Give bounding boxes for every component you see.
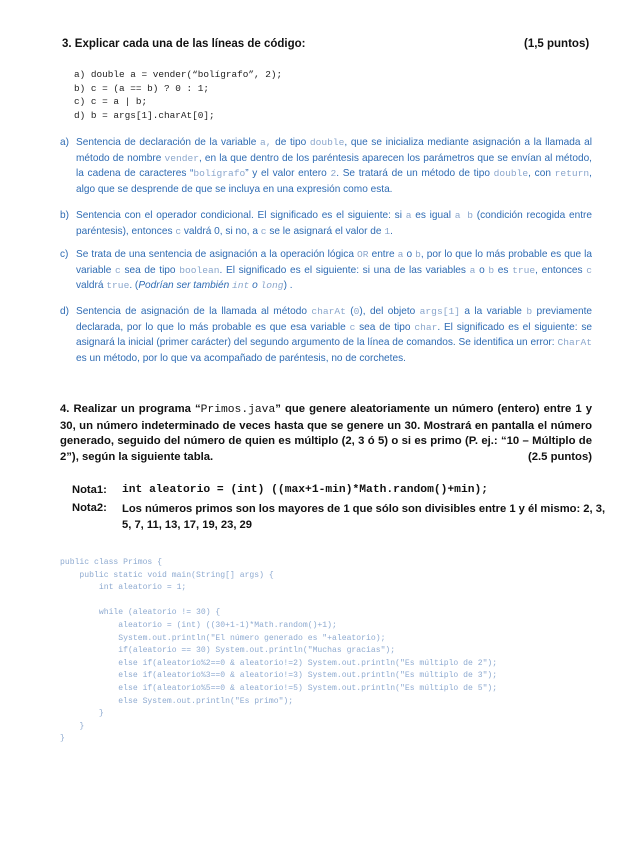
question-3-code: [74, 68, 282, 122]
question-3-points: (1,5 puntos): [524, 38, 590, 50]
answer-c: [60, 247, 592, 294]
nota1-label: Nota1:: [72, 484, 107, 496]
code-line: else System.out.println("Es primo");: [60, 696, 294, 706]
answer-d: [60, 304, 592, 366]
primos-code-block: [60, 557, 497, 746]
code-line: }: [60, 709, 104, 719]
question-4-points: (2.5 puntos): [527, 450, 592, 463]
nota1-code: int aleatorio = (int) ((max+1-min)*Math.random()+min);: [122, 484, 489, 496]
nota2-label: Nota2:: [72, 502, 107, 514]
code-line: else if(aleatorio%5==0 & aleatorio!=5) System.out.println("Es múltiplo de 5");: [60, 683, 498, 693]
question-4-text-body: ” que genere aleatoriamente un número (entero) entre 1 y 30, un número indeterminado de veces hasta que se genere un 30. Mostrará en pantalla el número generado, seguido del número de quien es múltiplo (2, 3 ó 5) o si es primo (P. ej.: “10 – Múltiplo de 2”), según la siguiente tabla.: [60, 403, 593, 463]
nota2-line-1: Los números primos son los mayores de 1 que sólo son divisibles entre 1 y él mismo: 2, 3,: [122, 503, 606, 515]
answer-d-text: Sentencia de asignación de la llamada al método charAt (0), del objeto args[1] a la variable b previamente declarada, por lo que lo más probable es que esa variable c sea de tipo char. El significado es el siguiente: se asignará la inicial (primer carácter) del segundo argumento de la línea de comandos. Se identifica un error: CharAt es un método, por lo que va acompañado de paréntesis, no de corchetes.: [76, 306, 593, 364]
question-3-title: 3. Explicar cada una de las líneas de código:: [62, 38, 306, 50]
nota2-line-2: 5, 7, 11, 13, 17, 19, 23, 29: [122, 518, 253, 531]
answer-a: [60, 135, 592, 197]
code-line: }: [60, 734, 65, 744]
code-line: while (aleatorio != 30) {: [60, 608, 221, 618]
code-line-d: d) b = args[1].charAt[0];: [74, 109, 215, 121]
answer-b: [60, 208, 592, 239]
code-line: public static void main(String[] args) {: [60, 570, 274, 580]
answer-c-label: c): [60, 249, 69, 260]
code-line: int aleatorio = 1;: [60, 583, 187, 593]
question-4-statement: [60, 402, 592, 465]
code-line: public class Primos {: [60, 558, 162, 567]
nota2-text: [122, 502, 605, 533]
question-4-filename: Primos.java: [200, 404, 276, 416]
code-line: else if(aleatorio%3==0 & aleatorio!=3) System.out.println("Es múltiplo de 3");: [60, 671, 498, 681]
answer-a-label: a): [60, 137, 69, 148]
answer-c-text: Se trata de una sentencia de asignación a la operación lógica OR entre a o b, por lo que lo más probable es que la variable c sea de tipo boolean. El significado es el siguiente: si una de las variables a o b es true, entonces c valdrá true. (Podrían ser también int o long) .: [76, 249, 592, 291]
code-line: }: [60, 721, 85, 731]
answer-d-label: d): [60, 306, 69, 317]
answer-b-label: b): [60, 210, 69, 221]
question-4-text-start: 4. Realizar un programa “: [60, 403, 201, 415]
code-line-a: a) double a = vender(“bolígrafo”, 2);: [74, 69, 283, 80]
code-line-c: c) c = a | b;: [74, 96, 148, 108]
code-line: aleatorio = (int) ((30+1-1)*Math.random()+1);: [60, 620, 337, 630]
code-line: [60, 595, 497, 608]
answer-b-text: Sentencia con el operador condicional. El significado es el siguiente: si a es igual a b (condición recogida entre paréntesis), entonces c valdrá 0, si no, a c se le asignará el valor de 1.: [76, 210, 592, 237]
code-line-b: b) c = (a == b) ? 0 : 1;: [74, 82, 210, 94]
code-line: else if(aleatorio%2==0 & aleatorio!=2) System.out.println("Es múltiplo de 2");: [60, 658, 498, 668]
code-line: if(aleatorio == 30) System.out.println("Muchas gracias");: [60, 646, 396, 656]
answer-a-text: Sentencia de declaración de la variable a, de tipo double, que se inicializa mediante asignación a la llamada al método de nombre vender, en la que dentro de los paréntesis aparecen los parámetros que se envían al método, la cadena de caracteres “bolígrafo” y el valor entero 2. Se tratará de un método de tipo double, con return, algo que se desprende de que se incluya en una expresión como esta.: [76, 137, 592, 195]
code-line: System.out.println("El número generado es "+aleatorio);: [60, 633, 386, 643]
